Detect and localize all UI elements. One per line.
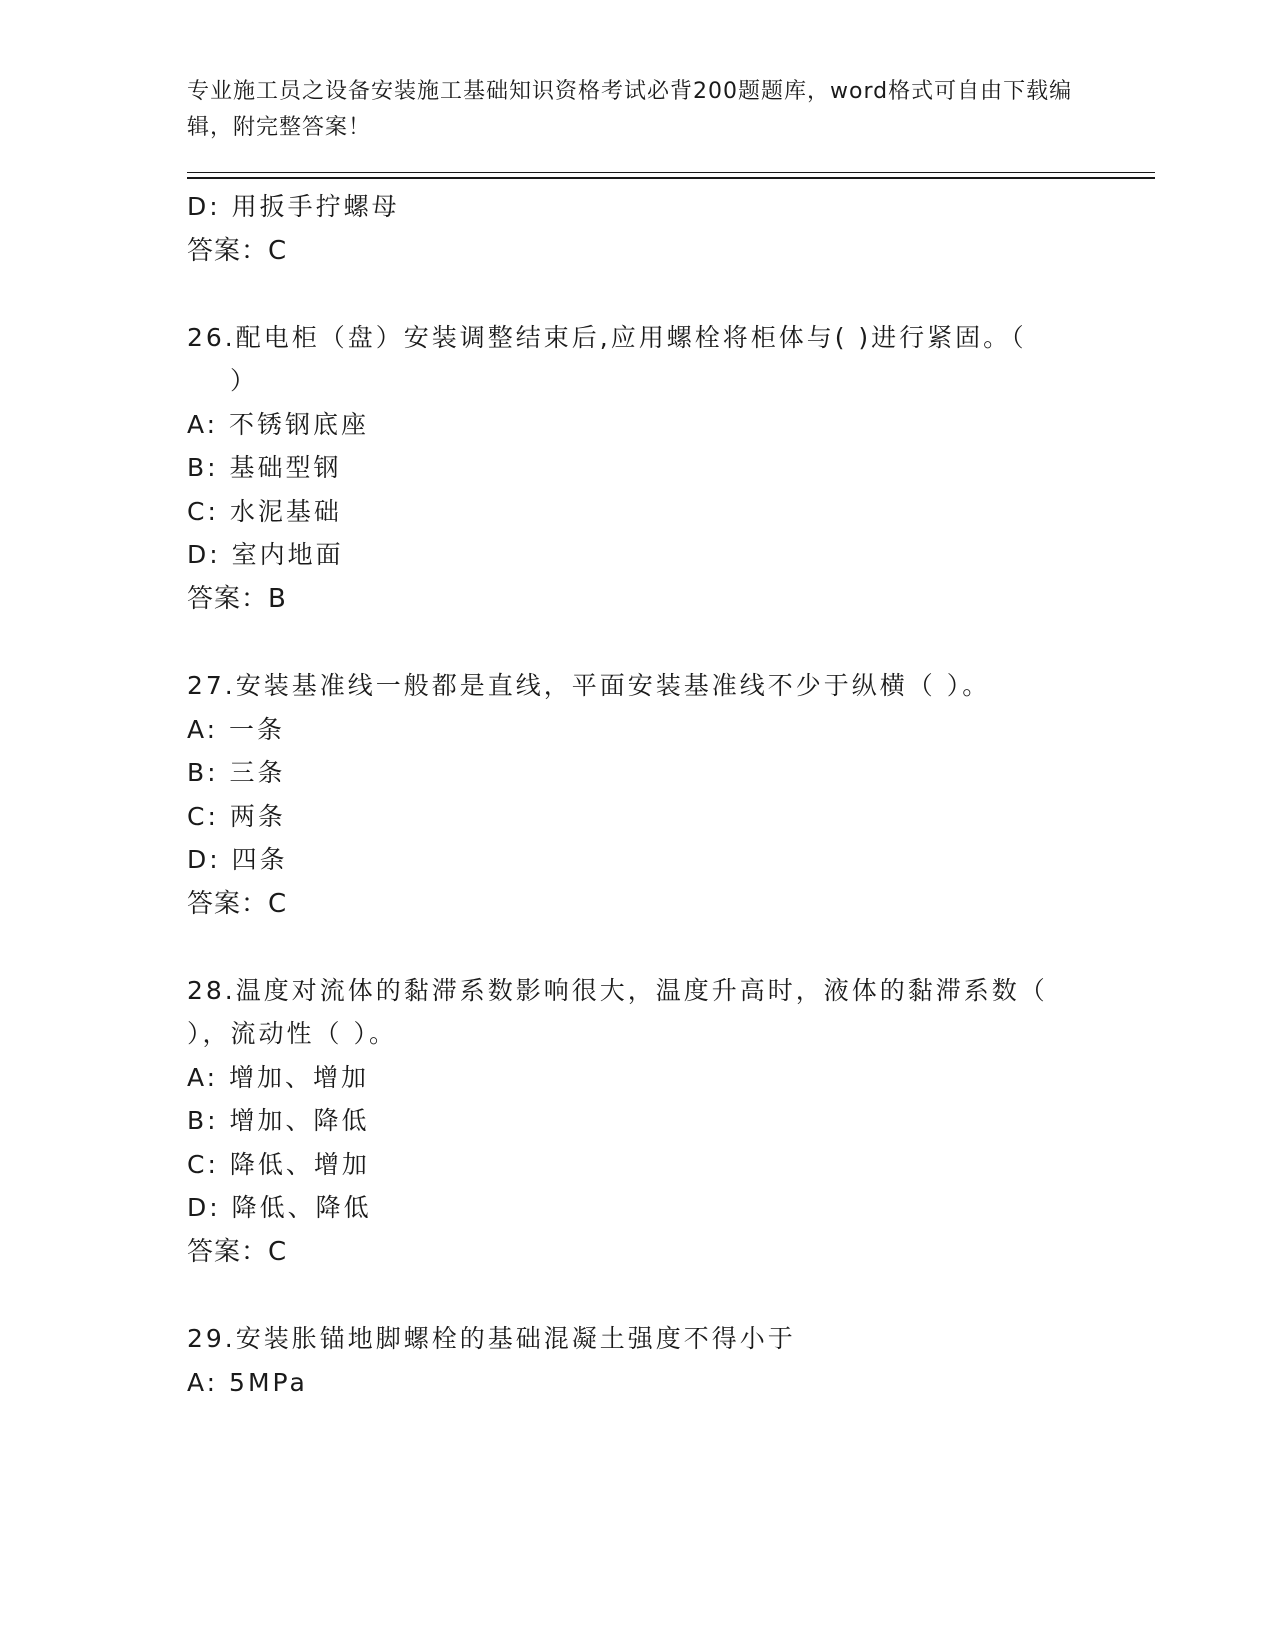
question-28-stem-cont: ），流动性（ ）。	[187, 1019, 397, 1048]
question-26-stem: 26.配电柜（盘）安装调整结束后,应用螺栓将柜体与( )进行紧固。（	[187, 323, 1027, 352]
question-27-stem: 27.安装基准线一般都是直线，平面安装基准线不少于纵横（ ）。	[187, 671, 991, 700]
question-29-option-a: A: 5MPa	[187, 1368, 308, 1397]
document-header: 专业施工员之设备安装施工基础知识资格考试必背200题题库，word格式可自由下载编辑，附完整答案！	[187, 79, 1073, 140]
question-26-stem-cont: ）	[230, 366, 259, 395]
question-28-option-d: D: 降低、降低	[187, 1193, 372, 1222]
question-26-answer: 答案：B	[187, 584, 287, 614]
question-27-answer: 答案：C	[187, 889, 288, 919]
question-26-option-c: C: 水泥基础	[187, 497, 342, 526]
question-28-answer: 答案：C	[187, 1237, 288, 1267]
question-28-option-a: A: 增加、增加	[187, 1063, 370, 1092]
header-rule-bottom	[187, 177, 1155, 179]
question-28-option-c: C: 降低、增加	[187, 1150, 370, 1179]
question-26-option-a: A: 不锈钢底座	[187, 410, 370, 439]
question-27-option-a: A: 一条	[187, 715, 286, 744]
option-d: D: 用扳手拧螺母	[187, 192, 400, 221]
question-27-option-b: B: 三条	[187, 758, 286, 787]
question-28-option-b: B: 增加、降低	[187, 1106, 370, 1135]
question-29-stem: 29.安装胀锚地脚螺栓的基础混凝土强度不得小于	[187, 1324, 796, 1353]
question-26-option-d: D: 室内地面	[187, 540, 344, 569]
question-27-option-d: D: 四条	[187, 845, 288, 874]
answer-label: 答案：C	[187, 236, 288, 266]
question-28-stem: 28.温度对流体的黏滞系数影响很大，温度升高时，液体的黏滞系数（	[187, 976, 1048, 1005]
header-rule-top	[187, 172, 1155, 173]
question-26-option-b: B: 基础型钢	[187, 453, 342, 482]
question-27-option-c: C: 两条	[187, 802, 286, 831]
